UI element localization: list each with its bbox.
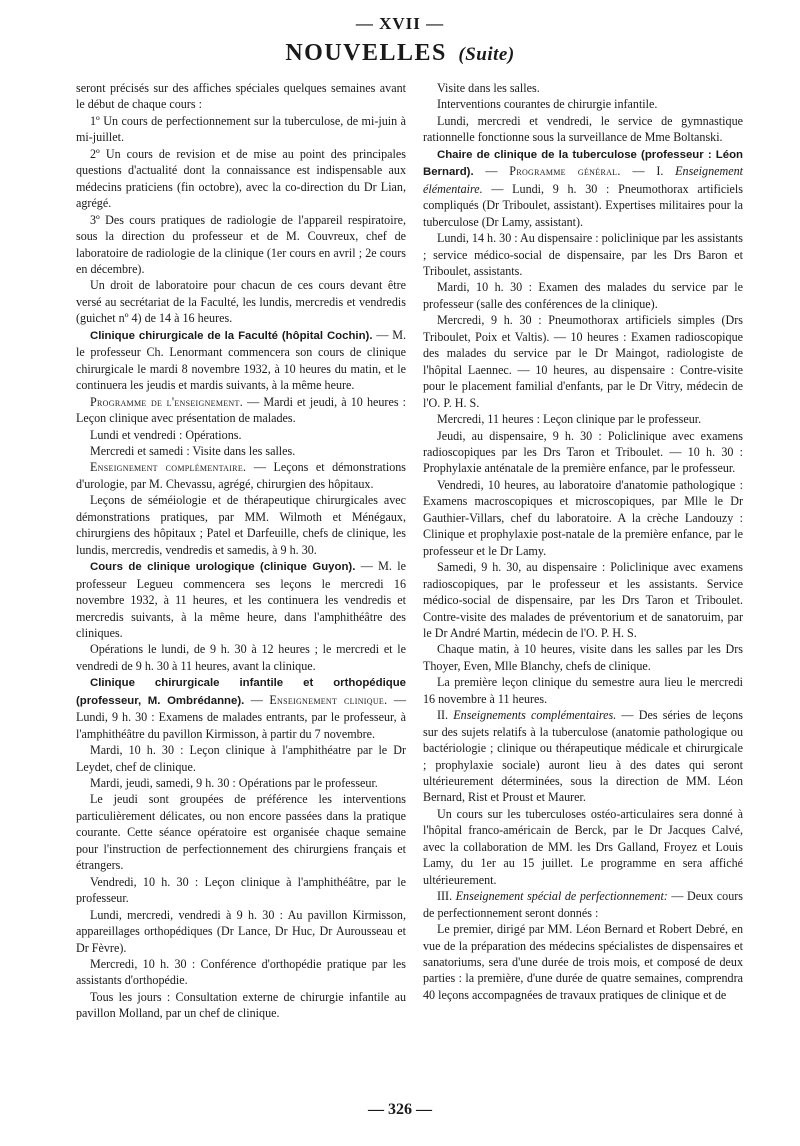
paragraph: Chaque matin, à 10 heures, visite dans les salles par les Drs Thoyer, Even, Mlle Blanchy, chefs de clinique. [423, 642, 743, 673]
italic-subheading: Enseignement élémentaire. [423, 164, 743, 196]
paragraph-text: — I. [620, 164, 676, 179]
paragraph: Mercredi et samedi : Visite dans les salles. [90, 443, 296, 458]
paragraph: Lundi, mercredi et vendredi, le service de gymnastique rationnelle fonctionne sous la surveillance de Mme Boltanski. [423, 113, 743, 145]
italic-subheading: Enseignement spécial de perfectionnement: [455, 889, 668, 904]
subheading: Programme de l'enseignement. [90, 394, 244, 409]
right-column [423, 80, 743, 1003]
paragraph: Un droit de laboratoire pour chacun de ces cours devant être versé au secrétariat de la Faculté, les lundis, mercredis et vendredis (guichet nº 4) de 14 à 16 heures. [76, 278, 406, 326]
paragraph [76, 394, 406, 427]
paragraph-text: — M. le professeur Legueu commencera ses leçons le mercredi 16 novembre 1932, à 11 heures, et les continuera les vendredis et mercredis suivants, à la même heure, dans l'amphithéâtre des cliniques. [76, 559, 407, 640]
paragraph: Le premier, dirigé par MM. Léon Bernard et Robert Debré, en vue de la préparation des médecins spécialistes de dispensaires et sanatoriums, sera d'une durée de trois mois, et composé de deux parties : la première, d'une durée de quatre semaines, comprendra 40 leçons accompagnées de travaux pratiques de clinique et de [423, 922, 743, 1002]
paragraph: Tous les jours : Consultation externe de chirurgie infantile au pavillon Molland, par un chef de clinique. [76, 989, 406, 1021]
paragraph-text: — Leçons et démonstrations d'urologie, par M. Chevassu, agrégé, chirurgien des hôpitaux. [76, 460, 406, 491]
paragraph: Mardi, jeudi, samedi, 9 h. 30 : Opérations par le professeur. [90, 776, 378, 791]
paragraph: Opérations le lundi, de 9 h. 30 à 12 heures ; le mercredi et le vendredi de 9 h. 30 à 11 heures, avant la clinique. [76, 642, 406, 673]
paragraph [76, 558, 406, 641]
paragraph: Un cours sur les tuberculoses ostéo-articulaires sera donné à l'hôpital franco-américain de Berck, par le Dr Jacques Calvé, avec la collaboration de MM. les Drs Galland, Froyez et Louis Lamy, du 1er au 15 juillet. Le programme en sera affiché ultérieurement. [423, 806, 743, 887]
paragraph: 1º Un cours de perfectionnement sur la tuberculose, de mi-juin à mi-juillet. [76, 113, 406, 145]
title-suffix: (Suite) [458, 44, 515, 65]
paragraph: Mardi, 10 h. 30 : Examen des malades du service par le professeur (salle des conférences de la clinique). [423, 280, 743, 311]
paragraph: Mercredi, 11 heures : Leçon clinique par le professeur. [437, 412, 702, 427]
paragraph: Clinique chirurgicale infantile et orthopédique (professeur, M. Ombrédanne). — Enseignement clinique. — Lundi, 9 h. 30 : Examens de malades entrants, par le professeur, à l'amphithéâtre du pavillon Kirmisson, à partir du 7 novembre. [76, 677, 407, 741]
page-title [0, 40, 800, 67]
page-number: — 326 — [368, 1101, 432, 1118]
italic-subheading: Enseignements complémentaires. [453, 708, 617, 723]
paragraph-text: — Des séries de leçons sur des sujets relatifs à la tuberculose (anatomie pathologique ou bactériologie ; clinique ou thérapeutique médicale et chirurgicale ; prophylaxie sociale) auront lieu à des dates qui seront ultérieurement déterminées, sous la direction de MM. Léon Bernard, Rist et Proust et Maurer. [423, 708, 743, 805]
paragraph [76, 327, 406, 394]
paragraph: Lundi, mercredi, vendredi à 9 h. 30 : Au pavillon Kirmisson, appareillages orthopédiques (Dr Lance, Dr Huc, Dr Aurousseau et Dr Fèvre). [76, 907, 406, 955]
paragraph: Le jeudi sont groupées de préférence les interventions particulièrement délicates, ou non encore passées dans la pratique courante. Cette séance opératoire est organisée chaque semaine pour l'instruction de perfectionnement des chirurgiens français et étrangers. [76, 792, 406, 873]
paragraph [423, 888, 743, 921]
paragraph-text: — M. le professeur Ch. Lenormant commencera son cours de clinique chirurgicale le mardi 8 novembre 1932, à 10 heures du matin, et le continuera les jeudis et mardis suivants, à la même heure. [76, 327, 407, 393]
paragraph: Lundi et vendredi : Opérations. [90, 427, 242, 442]
paragraph: Lundi, 14 h. 30 : Au dispensaire : policlinique par les assistants ; service médico-social de dispensaire, par les Drs Baron et Triboulet, assistants. [423, 231, 743, 278]
subheading: Programme général. [509, 164, 621, 179]
paragraph: Interventions courantes de chirurgie infantile. [437, 97, 658, 112]
paragraph-text: — Lundi, 9 h. 30 : Pneumothorax artificiels compliqués (Dr Triboulet, assistant). Expertises militaires pour la tuberculose (Dr Lamy, assistant). [423, 181, 743, 229]
paragraph: Leçons de séméiologie et de thérapeutique chirurgicales avec démonstrations pratiques, par MM. Wilmoth et Ménégaux, chirurgiens des hôpitaux ; Patel et Darfeuille, chefs de clinique, les lundis, mercredis, vendredis et samedis, à 9 h. 30. [76, 493, 406, 557]
paragraph-text: — Deux cours de perfectionnement seront donnés : [423, 889, 743, 920]
paragraph: La première leçon clinique du semestre aura lieu le mercredi 16 novembre à 11 heures. [423, 675, 743, 706]
title-text: NOUVELLES [285, 40, 447, 66]
paragraph-text: III. [437, 889, 456, 904]
paragraph: Vendredi, 10 h. 30 : Leçon clinique à l'amphithéâtre, par le professeur. [76, 874, 406, 906]
paragraph: Mercredi, 10 h. 30 : Conférence d'orthopédie pratique par les assistants d'orthopédie. [76, 957, 406, 988]
section-heading: Clinique chirurgicale de la Faculté (hôpital Cochin). [90, 329, 373, 342]
paragraph: 2º Un cours de revision et de mise au point des principales questions d'actualité dont la connaissance est indispensable aux médecins praticiens (fin octobre), avec la co-direction du Dr Lian, agrégé. [76, 146, 406, 211]
subheading: Enseignement complémentaire. [90, 460, 247, 475]
paragraph-text: — Lundi, 9 h. 30 : Examens de malades entrants, par le professeur, à l'amphithéâtre du pavillon Kirmisson, à partir du 7 novembre. [76, 692, 407, 741]
section-heading: Clinique chirurgicale infantile et orthopédique (professeur, M. Ombrédanne). [76, 677, 406, 707]
left-column [76, 80, 406, 1022]
roman-page-number: — XVII — [355, 14, 445, 33]
subheading: Enseignement clinique. [269, 692, 388, 707]
paragraph: Samedi, 9 h. 30, au dispensaire : Policlinique avec examens radioscopiques, par le professeur et les assistants. Service médico-social de dispensaire, par les Drs Taron et Triboulet. Contre-visite des malades de préventorium et de sanatoruim, par le Dr André Martin, médecin de l'O. P. H. S. [423, 560, 743, 640]
paragraph [423, 707, 743, 806]
paragraph [76, 459, 406, 492]
paragraph-text: — Mardi et jeudi, à 10 heures : Leçon clinique avec présentation de malades. [76, 394, 407, 426]
paragraph: Jeudi, au dispensaire, 9 h. 30 : Policlinique avec examens radioscopiques par les Drs Taron et Triboulet. — 10 h. 30 : Prophylaxie anténatale de la première enfance, par le professeur. [423, 428, 743, 476]
paragraph: Mercredi, 9 h. 30 : Pneumothorax artificiels simples (Drs Triboulet, Poix et Valtis). — 10 heures : Examen radioscopique des malades du service par le Dr Maingot, radiologiste de l'hôpital Laennec. — 10 heures, au dispensaire : Contre-visite pour le placement familial d'enfants, par le Dr Vitry, médecin de l'O. P. H. S. [423, 313, 743, 410]
paragraph: Visite dans les salles. [437, 81, 540, 95]
paragraph-text: II. [437, 708, 454, 723]
paragraph: Mardi, 10 h. 30 : Leçon clinique à l'amphithéatre par le Dr Leydet, chef de clinique. [76, 743, 406, 774]
paragraph: seront précisés sur des affiches spéciales quelques semaines avant le début de chaque cours : [76, 81, 406, 112]
section-heading: Chaire de clinique de la tuberculose (professeur : Léon Bernard). [423, 148, 743, 179]
paragraph: Chaire de clinique de la tuberculose (professeur : Léon Bernard). — Programme général. — I. Enseignement élémentaire. — Lundi, 9 h. 30 : Pneumothorax artificiels compliqués (Dr Triboulet, assistant). Expertises militaires pour la tuberculose (Dr Lamy, assistant). [423, 148, 743, 229]
section-heading: Cours de clinique urologique (clinique Guyon). [90, 561, 356, 574]
paragraph: 3º Des cours pratiques de radiologie de l'appareil respiratoire, sous la direction du professeur et de M. Couvreux, chef de laboratoire de radiologie de la clinique (1er cours en avril ; 2e cours en décembre). [76, 212, 406, 276]
paragraph: Vendredi, 10 heures, au laboratoire d'anatomie pathologique : Examens macroscopiques et microscopiques, par Mlle le Dr Gauthier-Villars, chef du laboratoire. A la crèche Landouzy : Clinique et prophylaxie post-natale de la première enfance, par le professeur et le Dr Lamy. [423, 477, 743, 558]
